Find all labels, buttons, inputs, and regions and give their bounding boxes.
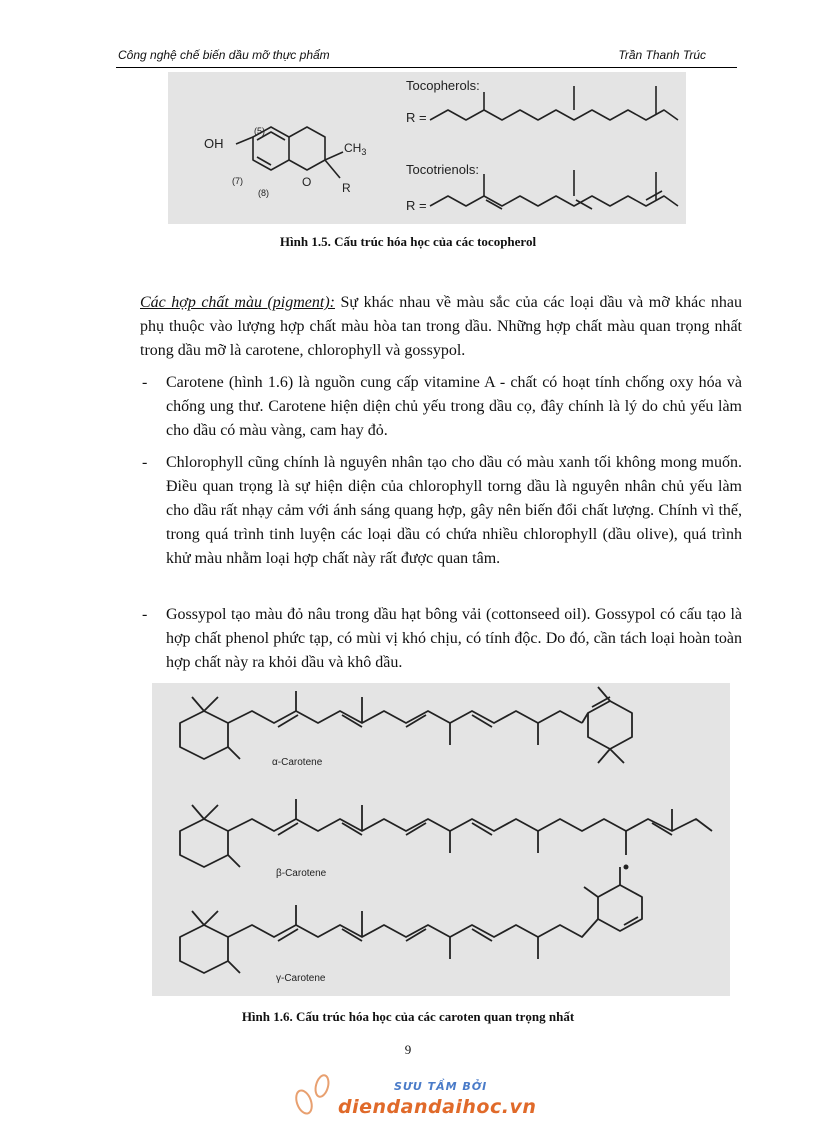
label-alpha-carotene: α-Carotene — [272, 757, 323, 768]
watermark-small-text: SƯU TẦM BỞI — [394, 1080, 488, 1093]
gossypol-text: Gossypol tạo màu đỏ nâu trong dầu hạt bông vải (cottonseed oil). Gossypol có cấu tạo là hợp chất phenol phức tạp, có mùi vị khó chịu, có tính độc. Do đó, cần tách loại hoàn toàn hợp chất này ra khỏi dầu và khô dầu. — [166, 606, 742, 671]
label-beta-carotene: β-Carotene — [276, 868, 327, 879]
list-item-gossypol — [140, 603, 742, 675]
label-position-8: (8) — [258, 188, 269, 198]
figure-carotene-structures — [152, 683, 730, 996]
label-gamma-carotene: γ-Carotene — [276, 973, 326, 984]
label-ring-oxygen: O — [302, 175, 312, 189]
label-tocopherols: Tocopherols: — [406, 78, 480, 93]
list-item-carotene — [140, 371, 742, 443]
watermark — [290, 1066, 550, 1122]
watermark-site-text: diendandaihoc.vn — [338, 1096, 537, 1118]
label-r-equals-1: R = — [406, 110, 427, 125]
page-number: 9 — [404, 1042, 412, 1057]
bullet-dash: - — [142, 374, 148, 391]
chlorophyll-text: Chlorophyll cũng chính là nguyên nhân tạo cho dầu có màu xanh tối không mong muốn. Điều quan trọng là sự hiện diện của chlorophyll torng dầu là nguyên nhân chủ yếu làm cho dầu rất nhạy cảm với ánh sáng quang hợp, gây nên biến đổi chất lượng. Chính vì thế, trong quá trình tinh luyện các loại dầu có chứa nhiều chlorophyll (dầu olive), quá trình khử màu nhằm loại hợp chất này rất được quan tâm. — [166, 454, 742, 567]
header-author: Trần Thanh Trúc — [618, 48, 706, 62]
bond-dot-marker — [624, 865, 629, 870]
list-item-chlorophyll — [140, 451, 742, 595]
bullet-dash: - — [142, 454, 148, 471]
header-course-title: Công nghệ chế biến dầu mỡ thực phẩm — [118, 48, 330, 62]
label-oh: OH — [204, 136, 224, 151]
pigment-intro-paragraph — [140, 291, 742, 363]
figure-1-6-caption: Hình 1.6. Cấu trúc hóa học của các caroten quan trọng nhất — [241, 1009, 575, 1024]
page-header — [116, 46, 736, 68]
pigment-heading: Các hợp chất màu (pigment): — [140, 294, 335, 311]
label-tocotrienols: Tocotrienols: — [406, 162, 479, 177]
tocopherol-structure-drawing — [168, 72, 686, 224]
bullet-dash: - — [142, 606, 148, 623]
label-position-7: (7) — [232, 176, 243, 186]
label-r-equals-2: R = — [406, 198, 427, 213]
carotene-text: Carotene (hình 1.6) là nguồn cung cấp vitamine A - chất có hoạt tính chống oxy hóa và chống ung thư. Carotene hiện diện chủ yếu trong dầu cọ, đây chính là lý do chủ yếu làm cho dầu có màu vàng, cam hay đỏ. — [166, 374, 742, 439]
label-position-5: (5) — [254, 126, 265, 136]
label-ch3: $CH_3$ — [344, 141, 367, 157]
pigment-intro-text: Sự khác nhau về màu sắc của các loại dầu và mỡ khác nhau phụ thuộc vào lượng hợp chất màu hòa tan trong dầu. Những hợp chất màu quan trọng nhất trong dầu mỡ là carotene, chlorophyll và gossypol. — [140, 294, 742, 359]
header-rule — [116, 67, 737, 68]
figure-1-5-caption: Hình 1.5. Cấu trúc hóa học của các tocopherol — [279, 234, 537, 249]
carotene-structures-drawing — [152, 683, 730, 996]
label-r-group: R — [342, 181, 351, 195]
footprint-logo-icon — [290, 1068, 338, 1120]
figure-tocopherol-structure — [168, 72, 686, 224]
